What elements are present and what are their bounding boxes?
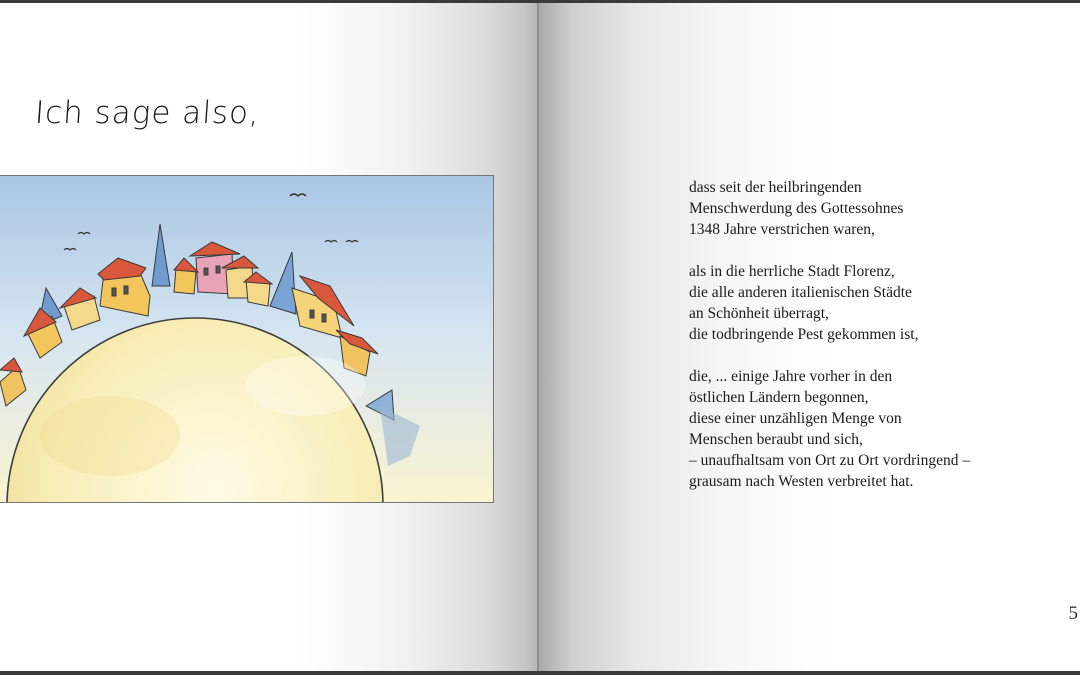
- text-line: 1348 Jahre verstrichen waren,: [689, 221, 875, 238]
- text-line: diese einer unzähligen Menge von: [689, 410, 902, 427]
- text-line: an Schönheit überragt,: [689, 305, 829, 322]
- page-number: 5: [1068, 603, 1078, 624]
- text-line: grausam nach Westen verbreitet hat.: [689, 473, 914, 490]
- text-line: die, ... einige Jahre vorher in den: [689, 368, 893, 385]
- watercolor-illustration: [0, 175, 494, 503]
- text-line: östlichen Ländern begonnen,: [689, 389, 869, 406]
- text-line: dass seit der heilbringenden: [689, 179, 862, 196]
- text-line: die alle anderen italienischen Städte: [689, 284, 912, 301]
- stanza-2: [689, 261, 1029, 345]
- text-line: als in die herrliche Stadt Florenz,: [689, 263, 895, 280]
- left-page: [0, 3, 539, 671]
- poem-text: [689, 177, 1029, 492]
- stanza-1: [689, 177, 1029, 240]
- text-line: Menschwerdung des Gottessohnes: [689, 200, 904, 217]
- open-book: [0, 3, 1080, 671]
- text-line: – unaufhaltsam von Ort zu Ort vordringend –: [689, 452, 971, 469]
- stanza-3: [689, 366, 1029, 492]
- page-heading: Ich sage also,: [33, 95, 262, 131]
- text-line: Menschen beraubt und sich,: [689, 431, 863, 448]
- text-line: die todbringende Pest gekommen ist,: [689, 326, 919, 343]
